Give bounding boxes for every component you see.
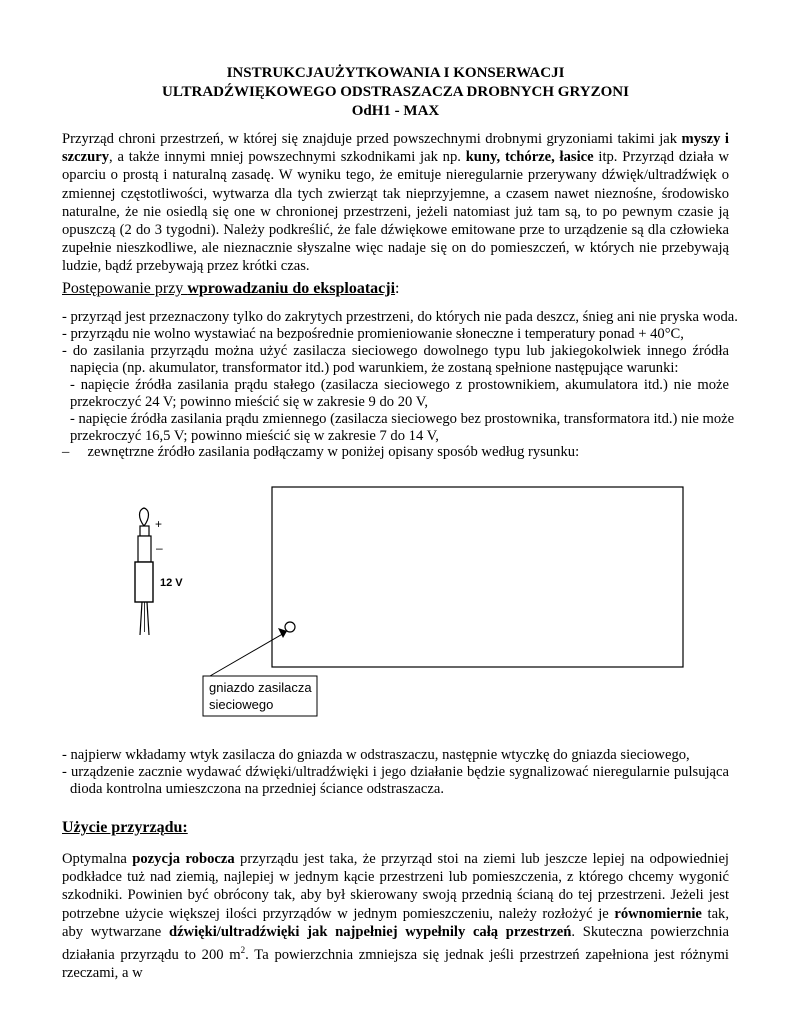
usage-text: . Skuteczna powierzchnia działania przyrządu to 200 m	[62, 923, 729, 963]
callout-line1: gniazdo zasilacza	[209, 680, 312, 695]
list-item: - napięcie źródła zasilania prądu stałego (zasilacza sieciowego z prostownikiem, akumulatora itd.) nie może	[70, 377, 729, 393]
usage-text: . Ta powierzchnia zmniejsza się jednak jeśli przestrzeń zapełniona jest różnymi rzeczami, a w	[62, 946, 729, 982]
usage-bold-position: pozycja robocza	[132, 851, 235, 867]
device-outline	[272, 487, 683, 667]
power-connection-figure	[0, 470, 791, 760]
intro-bold-animals: kuny, tchórze, łasice	[465, 149, 594, 166]
doc-title-line1: INSTRUKCJAUŻYTKOWANIA I KONSERWACJI	[226, 65, 565, 81]
intro-text: itp. Przyrząd działa w oparciu o prostą i naturalną zasadę. W wyniku tego, że emituje nieregularnie przerywany dźwięk/ultradźwięk o zmiennej częstotliwości, wytwarza dla tych zwierząt tak nieprzyjemne, a czasem nawet nieznośne, środowisko naturalne, że nie osiedlą się one w chronionej przestrzeni, jeżeli natomiast już tam są, to po pewnym czasie ją opuszczą (2 do 3 tygodni). Należy podkreślić, że fale dźwiękowe emitowane prze to urządzenie są dla człowieka zupełnie nieszkodliwe, ale nieznacznie słyszalne więc nadaje się on do pomieszczeń, w których nie przebywają ludzie, bądź przebywają przez krótki czas.	[62, 149, 730, 275]
intro-bold-pests: myszy i szczury	[62, 131, 729, 166]
plus-label: +	[155, 517, 163, 531]
intro-text: Przyrząd chroni przestrzeń, w której się znajduje przed powszechnymi drobnymi gryzoniami takimi jak	[62, 131, 682, 147]
superscript: 2	[240, 945, 246, 956]
doc-title-line3: OdH1 - MAX	[351, 103, 440, 119]
list-item: - do zasilania przyrządu można użyć zasilacza sieciowego dowolnego typu lub jakiegokolwiek innego źródła	[62, 343, 729, 359]
list-item: napięcia (np. akumulator, transformator itd.) pod warunkiem, że zostaną spełnione następujące warunki:	[70, 360, 679, 376]
heading-text: Użycie przyrządu:	[62, 819, 188, 836]
power-socket-icon	[285, 622, 295, 632]
list-item: - przyrząd jest przeznaczony tylko do zakrytych przestrzeni, do których nie pada deszcz, śnieg ani nie pryska woda.	[62, 309, 738, 325]
minus-label: –	[156, 541, 163, 555]
callout-line2: sieciowego	[209, 697, 274, 712]
usage-paragraph	[62, 850, 729, 982]
section-heading-usage	[62, 818, 188, 838]
heading-colon: :	[395, 280, 400, 297]
usage-bold-sounds: dźwięki/ultradźwięki jak najpełniej wypełnily całą przestrzeń	[168, 923, 572, 940]
list-item: - najpierw wkładamy wtyk zasilacza do gniazda w odstraszaczu, następnie wtyczkę do gniazda sieciowego,	[62, 747, 690, 763]
list-item: - napięcie źródła zasilania prądu zmiennego (zasilacza sieciowego bez prostownika, transformatora itd.) nie może	[70, 411, 735, 427]
list-item: - urządzenie zacznie wydawać dźwięki/ultradźwięki i jego działanie będzie sygnalizować nieregularnie pulsująca	[62, 764, 729, 780]
heading-text: Postępowanie przy	[62, 280, 188, 297]
callout-leader	[210, 632, 286, 676]
list-item: przekroczyć 24 V; powinno mieścić się w zakresie 9 do 20 V,	[70, 394, 428, 410]
usage-text: Optymalna	[62, 851, 133, 867]
list-item: dioda kontrolna umieszczona na przedniej ściance odstraszacza.	[70, 781, 444, 797]
doc-title-line2: ULTRADŹWIĘKOWEGO ODSTRASZACZA DROBNYCH GRYZONI	[162, 84, 629, 100]
power-plug-drawing	[135, 508, 153, 635]
list-item: przekroczyć 16,5 V; powinno mieścić się w zakresie 7 do 14 V,	[70, 428, 439, 444]
intro-paragraph	[62, 130, 729, 276]
heading-bold: wprowadzaniu do eksploatacji	[187, 280, 396, 297]
usage-bold-evenly: równomiernie	[614, 905, 702, 922]
list-item: - przyrządu nie wolno wystawiać na bezpośrednie promieniowanie słoneczne i temperatury ponad + 40°C,	[62, 326, 684, 342]
section-heading-operation	[62, 279, 400, 299]
voltage-label: 12 V	[160, 577, 183, 589]
intro-text: , a także innymi mniej powszechnymi szkodnikami jak np.	[109, 149, 466, 166]
usage-text: tak, aby wytwarzane	[62, 905, 729, 940]
usage-text: przyrządu jest taka, że przyrząd stoi na ziemi lub jeszcze lepiej na odpowiedniej podkładce tuż nad ziemią, najlepiej w jednym kącie przestrzeni lub pomieszczenia, z którego chcemy wygonić szkodniki. Powinien być obrócony tak, aby był skierowany swoją przednią ścianą do tej przestrzeni. Jeżeli jest potrzebne użycie większej ilości przyrządów w jednym pomieszczeniu, należy rozłożyć je	[62, 851, 729, 922]
list-item: – zewnętrzne źródło zasilania podłączamy w poniżej opisany sposób według rysunku:	[62, 444, 580, 460]
